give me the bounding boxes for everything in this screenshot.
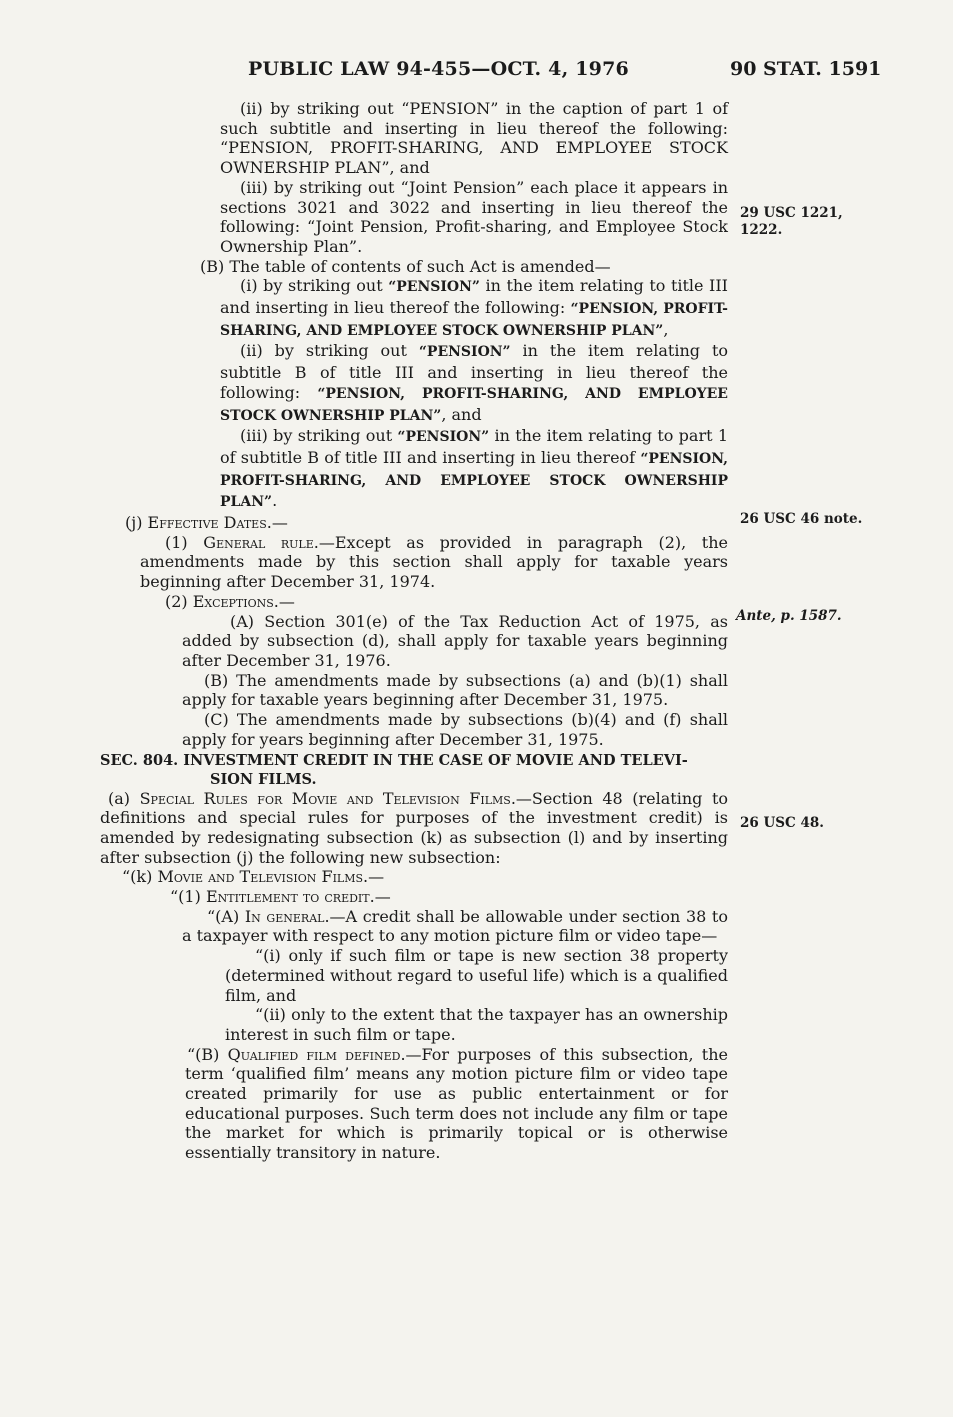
para-j-effective-dates: (j) Effective Dates.— <box>125 513 288 533</box>
para-2-a: (A) Section 301(e) of the Tax Reduction Act of 1975, as added by subsection (d), shall apply for taxable years beginning after December 31, 1976. <box>182 611 728 670</box>
page-header-title: PUBLIC LAW 94-455—OCT. 4, 1976 <box>248 58 629 80</box>
page-header-stat: 90 STAT. 1591 <box>730 58 882 80</box>
para-b-qualified-film: “(B) Qualified film defined.—For purposes of this subsection, the term ‘qualified film’ means any motion picture film or video tape created primarily for use as public entertainment or for educational purposes. Such term does not include any film or tape the market for which is primarily topical or is otherwise essentially transitory in nature. <box>185 1044 728 1163</box>
section-804-heading: SEC. 804. INVESTMENT CREDIT IN THE CASE OF MOVIE AND TELEVI- SION FILMS. <box>100 751 688 788</box>
para-1-entitlement: “(1) Entitlement to credit.— <box>170 887 391 907</box>
para-2-exceptions: (2) Exceptions.— <box>165 591 295 611</box>
para-iii-joint-pension: (iii) by striking out “Joint Pension” each place it appears in sections 3021 and 3022 and inserting in lieu thereof the following: “Joint Pension, Profit-sharing, and Employee Stock Ownership Plan”. <box>220 177 728 256</box>
margin-note-26usc46: 26 USC 46 note. <box>740 511 863 527</box>
margin-note-26usc48: 26 USC 48. <box>740 815 824 831</box>
para-a-special-rules: (a) Special Rules for Movie and Television Films.—Section 48 (relating to definitions and special rules for purposes of the investment credit) is amended by redesignating subsection (k) as subsection (l) and by inserting after subsection (j) the following new subsection: <box>100 788 729 867</box>
para-2-c: (C) The amendments made by subsections (b)(4) and (f) shall apply for years beginning after December 31, 1975. <box>182 710 728 749</box>
margin-note-ante: Ante, p. 1587. <box>736 608 842 624</box>
para-ii-ownership: “(ii) only to the extent that the taxpayer has an ownership interest in such film or tape. <box>225 1005 728 1044</box>
para-k-movie-films: “(k) Movie and Television Films.— <box>122 867 385 887</box>
para-ii-caption: (ii) by striking out “PENSION” in the caption of part 1 of such subtitle and inserting in lieu thereof the following: “PENSION, PROFIT-SHARING, AND EMPLOYEE STOCK OWNERSHIP PLAN”, and <box>220 99 728 178</box>
para-a-in-general: “(A) In general.—A credit shall be allowable under section 38 to a taxpayer with respect to any motion picture film or video tape— <box>182 906 728 946</box>
document-body <box>100 99 728 1163</box>
para-i-new-property: “(i) only if such film or tape is new section 38 property (determined without regard to useful life) which is a qualified film, and <box>225 946 728 1005</box>
margin-note-1222: 1222. <box>740 222 783 238</box>
para-b-i: (i) by striking out “PENSION” in the item relating to title III and inserting in lieu thereof the following: “PENSION, PROFIT-SHARING, AND EMPLOYEE STOCK OWNERSHIP PLAN”, <box>220 276 729 339</box>
margin-note-29usc: 29 USC 1221, <box>740 205 843 221</box>
para-2-b: (B) The amendments made by subsections (a) and (b)(1) shall apply for taxable years beginning after December 31, 1975. <box>182 670 728 710</box>
para-b-table-contents: (B) The table of contents of such Act is amended— <box>200 256 611 276</box>
para-b-iii: (iii) by striking out “PENSION” in the item relating to part 1 of subtitle B of title III and inserting in lieu thereof “PENSION, PROFIT-SHARING, AND EMPLOYEE STOCK OWNERSHIP PLAN”. <box>220 426 729 511</box>
para-b-ii: (ii) by striking out “PENSION” in the item relating to subtitle B of title III and inserting in lieu thereof the following: “PENSION, PROFIT-SHARING, AND EMPLOYEE STOCK OWNERSHIP PLAN”, and <box>220 341 729 424</box>
para-1-general-rule: (1) General rule.—Except as provided in paragraph (2), the amendments made by this section shall apply for taxable years beginning after December 31, 1974. <box>140 532 729 592</box>
